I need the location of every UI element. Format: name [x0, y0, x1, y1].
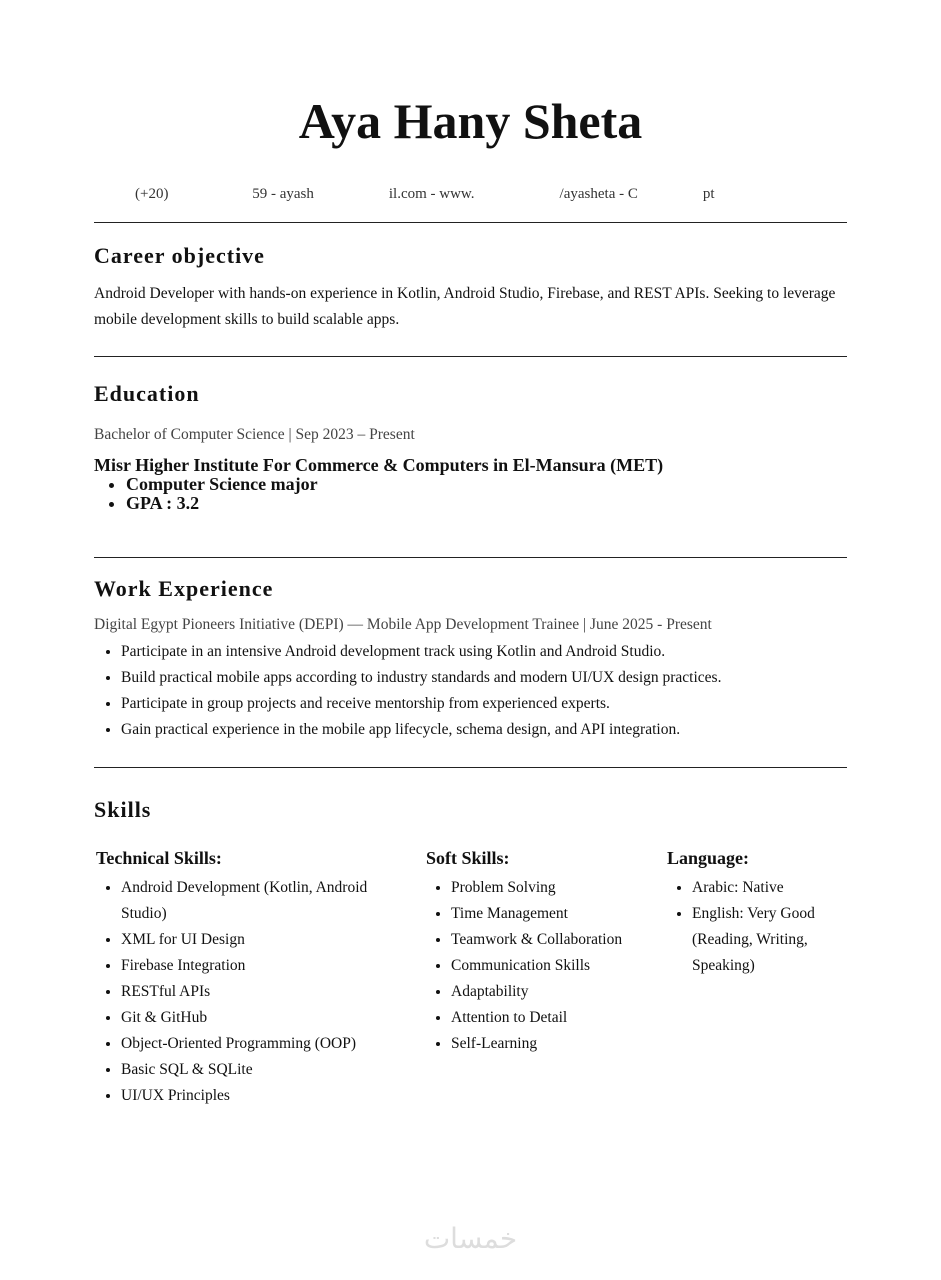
watermark: خمسات: [423, 1222, 518, 1255]
contact-linkedin: /ayasheta - C: [559, 186, 638, 202]
career-text: Android Developer with hands-on experience in Kotlin, Android Studio, Firebase, and REST APIs. Seeking to leverage mobile development skills to build scalable apps.: [94, 285, 836, 328]
divider: [94, 557, 847, 558]
contact-email-start: 59 - ayash: [252, 186, 314, 202]
divider: [94, 222, 847, 223]
skill-item: • Firebase Integration: [121, 953, 404, 979]
soft-skills: [424, 848, 654, 1057]
work-list: [94, 639, 854, 743]
skill-item: • Android Development (Kotlin, Android Studio): [121, 875, 404, 927]
skill-item: • Basic SQL & SQLite: [121, 1057, 404, 1083]
skill-item: • UI/UX Principles: [121, 1083, 404, 1109]
soft-skills-title: Soft Skills:: [426, 848, 510, 868]
education-heading: Education: [94, 381, 200, 406]
skill-item: • Git & GitHub: [121, 1005, 404, 1031]
work-item: • Gain practical experience in the mobile app lifecycle, schema design, and API integration.: [121, 717, 854, 743]
name-heading: Aya Hany Sheta: [298, 93, 643, 149]
contact-email-end: il.com - www.: [388, 186, 475, 202]
degree: Bachelor of Computer Science | Sep 2023 – Present: [94, 426, 415, 443]
skill-item: • Time Management: [451, 901, 654, 927]
education-item: • Computer Science major: [126, 475, 854, 494]
language-skills: [665, 848, 840, 979]
language-item: • English: Very Good (Reading, Writing, Speaking): [692, 901, 840, 979]
work-heading: Work Experience: [94, 576, 274, 601]
divider: [94, 767, 847, 768]
skill-item: • Adaptability: [451, 979, 654, 1005]
skill-item: • Teamwork & Collaboration: [451, 927, 654, 953]
skill-item: • Communication Skills: [451, 953, 654, 979]
skill-item: • XML for UI Design: [121, 927, 404, 953]
career-heading: Career objective: [94, 243, 265, 268]
work-item: • Build practical mobile apps according to industry standards and modern UI/UX design practices.: [121, 665, 854, 691]
work-item: • Participate in group projects and receive mentorship from experienced experts.: [121, 691, 854, 717]
work-item: • Participate in an intensive Android development track using Kotlin and Android Studio.: [121, 639, 854, 665]
divider: [94, 356, 847, 357]
skill-item: • Self-Learning: [451, 1031, 654, 1057]
work-role: Digital Egypt Pioneers Initiative (DEPI) — Mobile App Development Trainee | June 2025 - Present: [94, 616, 712, 633]
skill-item: • Attention to Detail: [451, 1005, 654, 1031]
skill-item: • Problem Solving: [451, 875, 654, 901]
contact-line: [135, 186, 715, 203]
school: Misr Higher Institute For Commerce & Computers in El-Mansura (MET): [94, 455, 664, 475]
language-item: • Arabic: Native: [692, 875, 840, 901]
skill-item: • RESTful APIs: [121, 979, 404, 1005]
technical-skills: [94, 848, 404, 1109]
language-title: Language:: [667, 848, 750, 868]
technical-skills-title: Technical Skills:: [96, 848, 222, 868]
skills-heading: Skills: [94, 797, 152, 822]
education-block: [94, 455, 854, 513]
skill-item: • Object-Oriented Programming (OOP): [121, 1031, 404, 1057]
education-item: • GPA : 3.2: [126, 494, 854, 513]
contact-location: pt: [702, 186, 715, 202]
contact-phone: (+20): [135, 186, 173, 202]
